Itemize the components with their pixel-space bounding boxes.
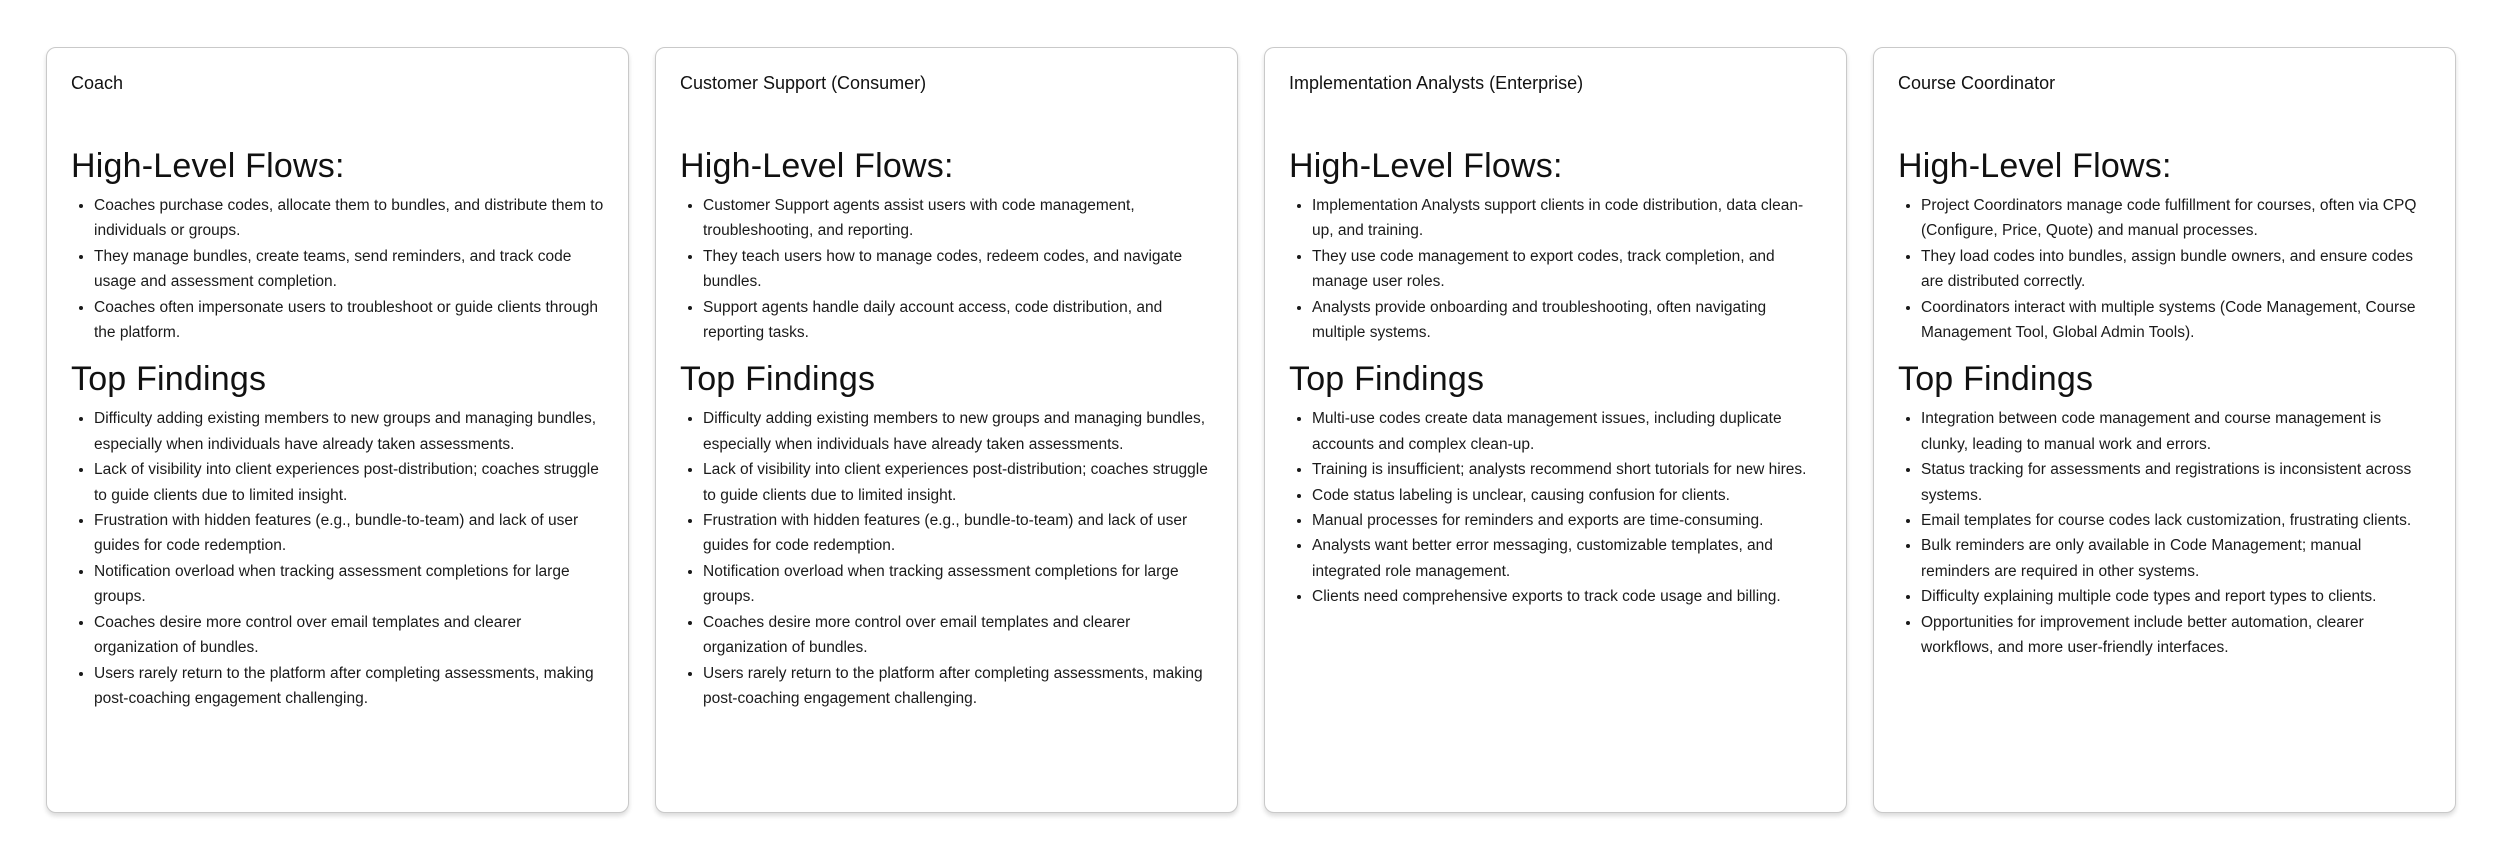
list-item: • Integration between code management and course management is clunky, leading to manual work and errors. [1921, 406, 2431, 457]
card-title: Implementation Analysts (Enterprise) [1289, 73, 1584, 93]
list-item: • Difficulty adding existing members to new groups and managing bundles, especially when individuals have already taken assessments. [703, 406, 1213, 457]
list-item: • Support agents handle daily account access, code distribution, and reporting tasks. [703, 295, 1213, 346]
list-item: • Opportunities for improvement include better automation, clearer workflows, and more user-friendly interfaces. [1921, 610, 2431, 661]
findings-list [680, 406, 1213, 711]
list-item: • Difficulty explaining multiple code types and report types to clients. [1921, 584, 2431, 609]
list-item: • Users rarely return to the platform after completing assessments, making post-coaching engagement challenging. [94, 661, 604, 712]
list-item: • Email templates for course codes lack customization, frustrating clients. [1921, 508, 2431, 533]
list-item: • They use code management to export codes, track completion, and manage user roles. [1312, 244, 1822, 295]
list-item: • They manage bundles, create teams, send reminders, and track code usage and assessment completion. [94, 244, 604, 295]
persona-cards [46, 47, 2456, 813]
findings-heading: Top Findings [71, 360, 267, 399]
list-item: • Status tracking for assessments and registrations is inconsistent across systems. [1921, 457, 2431, 508]
flows-heading: High-Level Flows: [71, 147, 345, 185]
flows-heading: High-Level Flows: [1289, 147, 1563, 185]
list-item: • Notification overload when tracking assessment completions for large groups. [94, 559, 604, 610]
findings-list [71, 406, 604, 711]
findings-list [1289, 406, 1822, 609]
list-item: • Coaches desire more control over email templates and clearer organization of bundles. [94, 610, 604, 661]
list-item: • Lack of visibility into client experiences post-distribution; coaches struggle to guide clients due to limited insight. [94, 457, 604, 508]
flows-list [1289, 193, 1822, 345]
flows-list [680, 193, 1213, 345]
list-item: • Difficulty adding existing members to new groups and managing bundles, especially when individuals have already taken assessments. [94, 406, 604, 457]
list-item: • Coordinators interact with multiple systems (Code Management, Course Management Tool, Global Admin Tools). [1921, 295, 2431, 346]
list-item: • Users rarely return to the platform after completing assessments, making post-coaching engagement challenging. [703, 661, 1213, 712]
list-item: • Coaches purchase codes, allocate them to bundles, and distribute them to individuals or groups. [94, 193, 604, 244]
list-item: • Bulk reminders are only available in Code Management; manual reminders are required in other systems. [1921, 533, 2431, 584]
flows-list [71, 193, 604, 345]
persona-card-coach [46, 47, 629, 813]
list-item: • Implementation Analysts support clients in code distribution, data clean-up, and training. [1312, 193, 1822, 244]
list-item: • Multi-use codes create data management issues, including duplicate accounts and complex clean-up. [1312, 406, 1822, 457]
card-title: Course Coordinator [1898, 73, 2056, 93]
list-item: • They load codes into bundles, assign bundle owners, and ensure codes are distributed correctly. [1921, 244, 2431, 295]
card-title: Coach [71, 73, 124, 93]
card-title: Customer Support (Consumer) [680, 73, 927, 93]
list-item: • Coaches often impersonate users to troubleshoot or guide clients through the platform. [94, 295, 604, 346]
list-item: • Analysts want better error messaging, customizable templates, and integrated role management. [1312, 533, 1822, 584]
findings-heading: Top Findings [680, 360, 876, 399]
list-item: • Clients need comprehensive exports to track code usage and billing. [1312, 584, 1822, 609]
list-item: • Project Coordinators manage code fulfillment for courses, often via CPQ (Configure, Price, Quote) and manual processes. [1921, 193, 2431, 244]
flows-heading: High-Level Flows: [680, 147, 954, 185]
persona-card-course-coordinator [1873, 47, 2456, 813]
list-item: • Analysts provide onboarding and troubleshooting, often navigating multiple systems. [1312, 295, 1822, 346]
flows-list [1898, 193, 2431, 345]
flows-heading: High-Level Flows: [1898, 147, 2172, 185]
persona-card-implementation-analysts [1264, 47, 1847, 813]
findings-list [1898, 406, 2431, 660]
list-item: • Lack of visibility into client experiences post-distribution; coaches struggle to guide clients due to limited insight. [703, 457, 1213, 508]
findings-heading: Top Findings [1289, 360, 1485, 399]
list-item: • Customer Support agents assist users with code management, troubleshooting, and reporting. [703, 193, 1213, 244]
list-item: • Code status labeling is unclear, causing confusion for clients. [1312, 483, 1822, 508]
list-item: • Training is insufficient; analysts recommend short tutorials for new hires. [1312, 457, 1822, 482]
list-item: • They teach users how to manage codes, redeem codes, and navigate bundles. [703, 244, 1213, 295]
list-item: • Frustration with hidden features (e.g., bundle-to-team) and lack of user guides for code redemption. [94, 508, 604, 559]
persona-card-customer-support [655, 47, 1238, 813]
list-item: • Coaches desire more control over email templates and clearer organization of bundles. [703, 610, 1213, 661]
list-item: • Frustration with hidden features (e.g., bundle-to-team) and lack of user guides for code redemption. [703, 508, 1213, 559]
findings-heading: Top Findings [1898, 360, 2094, 399]
list-item: • Notification overload when tracking assessment completions for large groups. [703, 559, 1213, 610]
list-item: • Manual processes for reminders and exports are time-consuming. [1312, 508, 1822, 533]
